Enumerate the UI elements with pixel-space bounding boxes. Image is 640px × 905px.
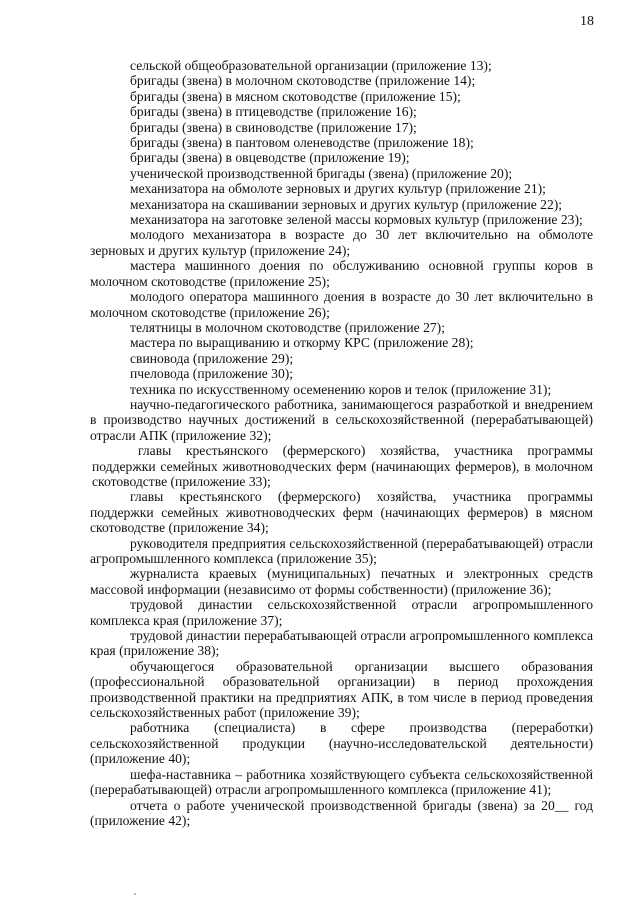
list-of-forms (90, 58, 593, 828)
list-item: главы крестьянского (фермерского) хозяйства, участника программы поддержки семейных животноводческих ферм (начинающих фермеров), в молочном скотоводстве (приложение 33); (92, 443, 593, 489)
scan-speck (134, 893, 136, 895)
list-item: сельской общеобразовательной организации (приложение 13); (130, 58, 492, 73)
list-item: научно-педагогического работника, занимающегося разработкой и внедрением в производство научных достижений в сельскохозяйственной (перерабатывающей) отрасли АПК (приложение 32); (90, 396, 593, 443)
list-item: главы крестьянского (фермерского) хозяйства, участника программы поддержки семейных животноводческих ферм (начинающих фермеров) в мясном скотоводстве (приложение 34); (90, 489, 593, 536)
list-item: отчета о работе ученической производственной бригады (звена) за 20__ год (приложение 42); (90, 797, 593, 828)
list-item: телятницы в молочном скотоводстве (приложение 27); (130, 319, 445, 335)
list-item: трудовой династии сельскохозяйственной отрасли агропромышленного комплекса края (приложение 37); (90, 597, 593, 628)
list-item: молодого оператора машинного доения в возрасте до 30 лет включительно в молочном скотоводстве (приложение 26); (90, 289, 593, 320)
list-item: бригады (звена) в молочном скотоводстве (приложение 14); (130, 73, 476, 89)
list-item: механизатора на обмолоте зерновых и других культур (приложение 21); (130, 181, 546, 197)
list-item: бригады (звена) в пантовом оленеводстве (приложение 18); (130, 135, 474, 151)
list-item: журналиста краевых (муниципальных) печатных и электронных средств массовой информации (независимо от формы собственности) (приложение 36); (90, 566, 593, 597)
list-item: молодого механизатора в возрасте до 30 лет включительно на обмолоте зерновых и других культур (приложение 24); (90, 227, 593, 258)
list-item: руководителя предприятия сельскохозяйственной (перерабатывающей) отрасли агропромышленного комплекса (приложение 35); (90, 535, 593, 566)
list-item: работника (специалиста) в сфере производства (переработки) сельскохозяйственной продукции (научно-исследовательской деятельности) (приложение 40); (90, 720, 593, 767)
list-item: пчеловода (приложение 30); (130, 366, 294, 382)
list-item: механизатора на заготовке зеленой массы кормовых культур (приложение 23); (130, 212, 583, 228)
list-item: бригады (звена) в птицеводстве (приложение 16); (130, 104, 417, 120)
page-number: 18 (580, 14, 594, 29)
list-item: бригады (звена) в мясном скотоводстве (приложение 15); (130, 88, 461, 104)
list-item: ученической производственной бригады (звена) (приложение 20); (130, 165, 513, 181)
list-item: бригады (звена) в овцеводстве (приложение 19); (130, 150, 410, 166)
list-item: трудовой династии перерабатывающей отрасли агропромышленного комплекса края (приложение 38); (90, 628, 593, 659)
list-item: бригады (звена) в свиноводстве (приложение 17); (130, 119, 417, 135)
list-item: шефа-наставника – работника хозяйствующего субъекта сельскохозяйственной (перерабатывающей) отрасли агропромышленного комплекса (приложение 41); (90, 766, 593, 798)
list-item: свиновода (приложение 29); (130, 350, 294, 366)
list-item: механизатора на скашивании зерновых и других культур (приложение 22); (130, 196, 563, 212)
list-item: мастера по выращиванию и откорму КРС (приложение 28); (130, 335, 474, 351)
list-item: обучающегося образовательной организации высшего образования (профессиональной образовательной организации) в период прохождения производственной практики на предприятиях АПК, в том числе в период проведения сельскохозяйственных работ (приложение 39); (90, 658, 593, 721)
list-item: мастера машинного доения по обслуживанию основной группы коров в молочном скотоводстве (приложение 25); (90, 258, 593, 289)
list-item: техника по искусственному осеменению коров и телок (приложение 31); (130, 381, 552, 397)
